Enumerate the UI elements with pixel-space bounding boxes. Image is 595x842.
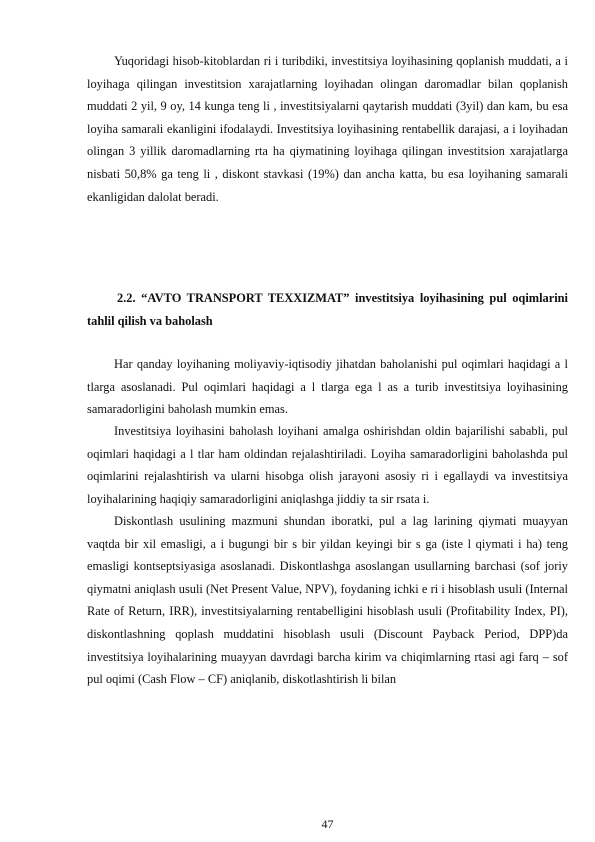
page-number: 47 bbox=[321, 817, 334, 831]
section-heading: 2.2. “AVTO TRANSPORT TEXXIZMAT” investitsiya loyihasining pul oqimlarini tahlil qilish va baholash bbox=[87, 291, 568, 328]
paragraph-cash-flow-planning: Investitsiya loyihasini baholash loyihani amalga oshirishdan oldin bajarilishi sababli, pul oqimlari haqidagi a l tlar ham oldindan rejalashtiriladi. Loyiha samaradorligini baholashda pul oqimlarini rejalashtirish va ularni hisobga olish jarayoni asosiy ri i egallaydi va investitsiya loyihalarining haqiqiy samaradorligini aniqlashga jiddiy ta sir rsata i. bbox=[87, 424, 568, 506]
paragraph-cash-flow-basis: Har qanday loyihaning moliyaviy-iqtisodiy jihatdan baholanishi pul oqimlari haqidagi a l tlarga asoslanadi. Pul oqimlari haqidagi a l tlarga ega l as a turib investitsiya loyihasining samaradorligini baholash mumkin emas. bbox=[87, 357, 568, 417]
paragraph-payback-analysis: Yuqoridagi hisob-kitoblardan ri i turibdiki, investitsiya loyihasining qoplanish muddati, a i loyihaga qilingan investitsion xarajatlarning loyihadan olingan daromadlar bilan qoplanish muddati 2 yil, 9 oy, 14 kunga teng li , investitsiyalarni qaytarish muddati (3yil) dan kam, bu esa loyiha samarali ekanligini ifodalaydi. Investitsiya loyihasining rentabellik darajasi, a i loyihadan olingan 3 yillik daromadlarning rta ha qiymatining loyihaga qilingan investitsion xarajatlarga nisbati 50,8% ga teng li , diskont stavkasi (19%) dan ancha katta, bu esa loyihaning samarali ekanligidan dalolat beradi. bbox=[87, 54, 568, 204]
paragraph-discounting-methods: Diskontlash usulining mazmuni shundan iboratki, pul a lag larining qiymati muayyan vaqtda bir xil emasligi, a i bugungi bir s bir yildan keyingi bir s ga (iste l qiymati i ha) teng emasligi kontseptsiyasiga asoslanadi. Diskontlashga asoslangan usullarning barchasi (sof joriy qiymatni aniqlash usuli (Net Present Value, NPV), foydaning ichki e ri i hisoblash usuli (Internal Rate of Return, IRR), investitsiyalarning rentabelligini hisoblash usuli (Profitability Index, PI), diskontlashning qoplash muddatini hisoblash usuli (Discount Payback Period, DPP)da investitsiya loyihalarining muayyan davrdagi barcha kirim va chiqimlarning rtasi agi farq – sof pul oqimi (Cash Flow – CF) aniqlanib, diskotlashtirish li bilan bbox=[87, 514, 568, 687]
